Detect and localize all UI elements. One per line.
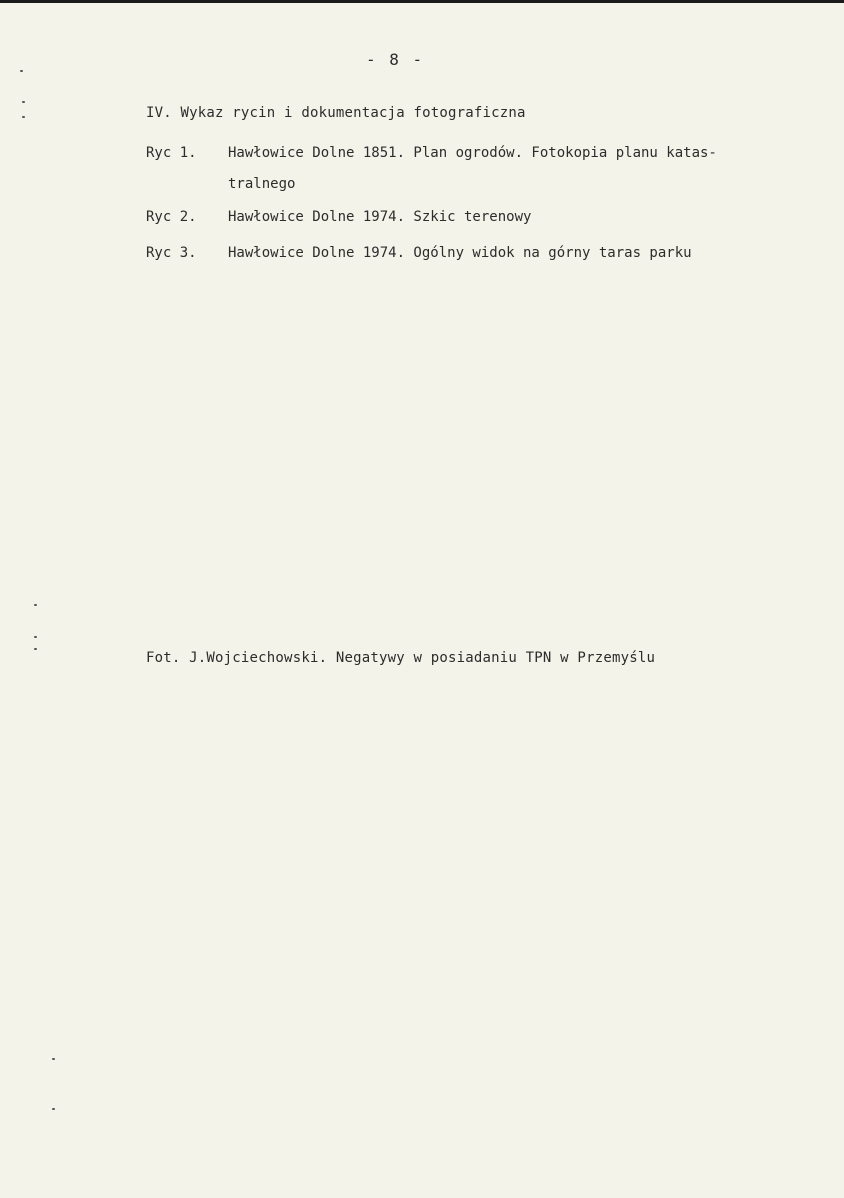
figure-1-label: Ryc 1. bbox=[146, 145, 197, 161]
scan-speck bbox=[34, 636, 37, 638]
scan-speck bbox=[52, 1108, 55, 1110]
figure-3-description: Hawłowice Dolne 1974. Ogólny widok na górny taras parku bbox=[228, 245, 692, 261]
page-number: - 8 - bbox=[366, 50, 425, 69]
scan-speck bbox=[34, 604, 37, 606]
figure-2-label: Ryc 2. bbox=[146, 209, 197, 225]
scan-speck bbox=[22, 116, 25, 118]
scan-speck bbox=[52, 1058, 55, 1060]
figure-2-description: Hawłowice Dolne 1974. Szkic terenowy bbox=[228, 209, 532, 225]
scan-speck bbox=[34, 648, 37, 650]
photo-credit: Fot. J.Wojciechowski. Negatywy w posiadaniu TPN w Przemyślu bbox=[146, 650, 656, 666]
figure-3-label: Ryc 3. bbox=[146, 245, 197, 261]
figure-1-description: Hawłowice Dolne 1851. Plan ogrodów. Fotokopia planu katas- bbox=[228, 145, 717, 161]
section-heading: IV. Wykaz rycin i dokumentacja fotograficzna bbox=[146, 105, 526, 121]
figure-1-description-continuation: tralnego bbox=[228, 176, 296, 192]
scan-speck bbox=[20, 70, 23, 72]
scan-speck bbox=[22, 101, 25, 103]
